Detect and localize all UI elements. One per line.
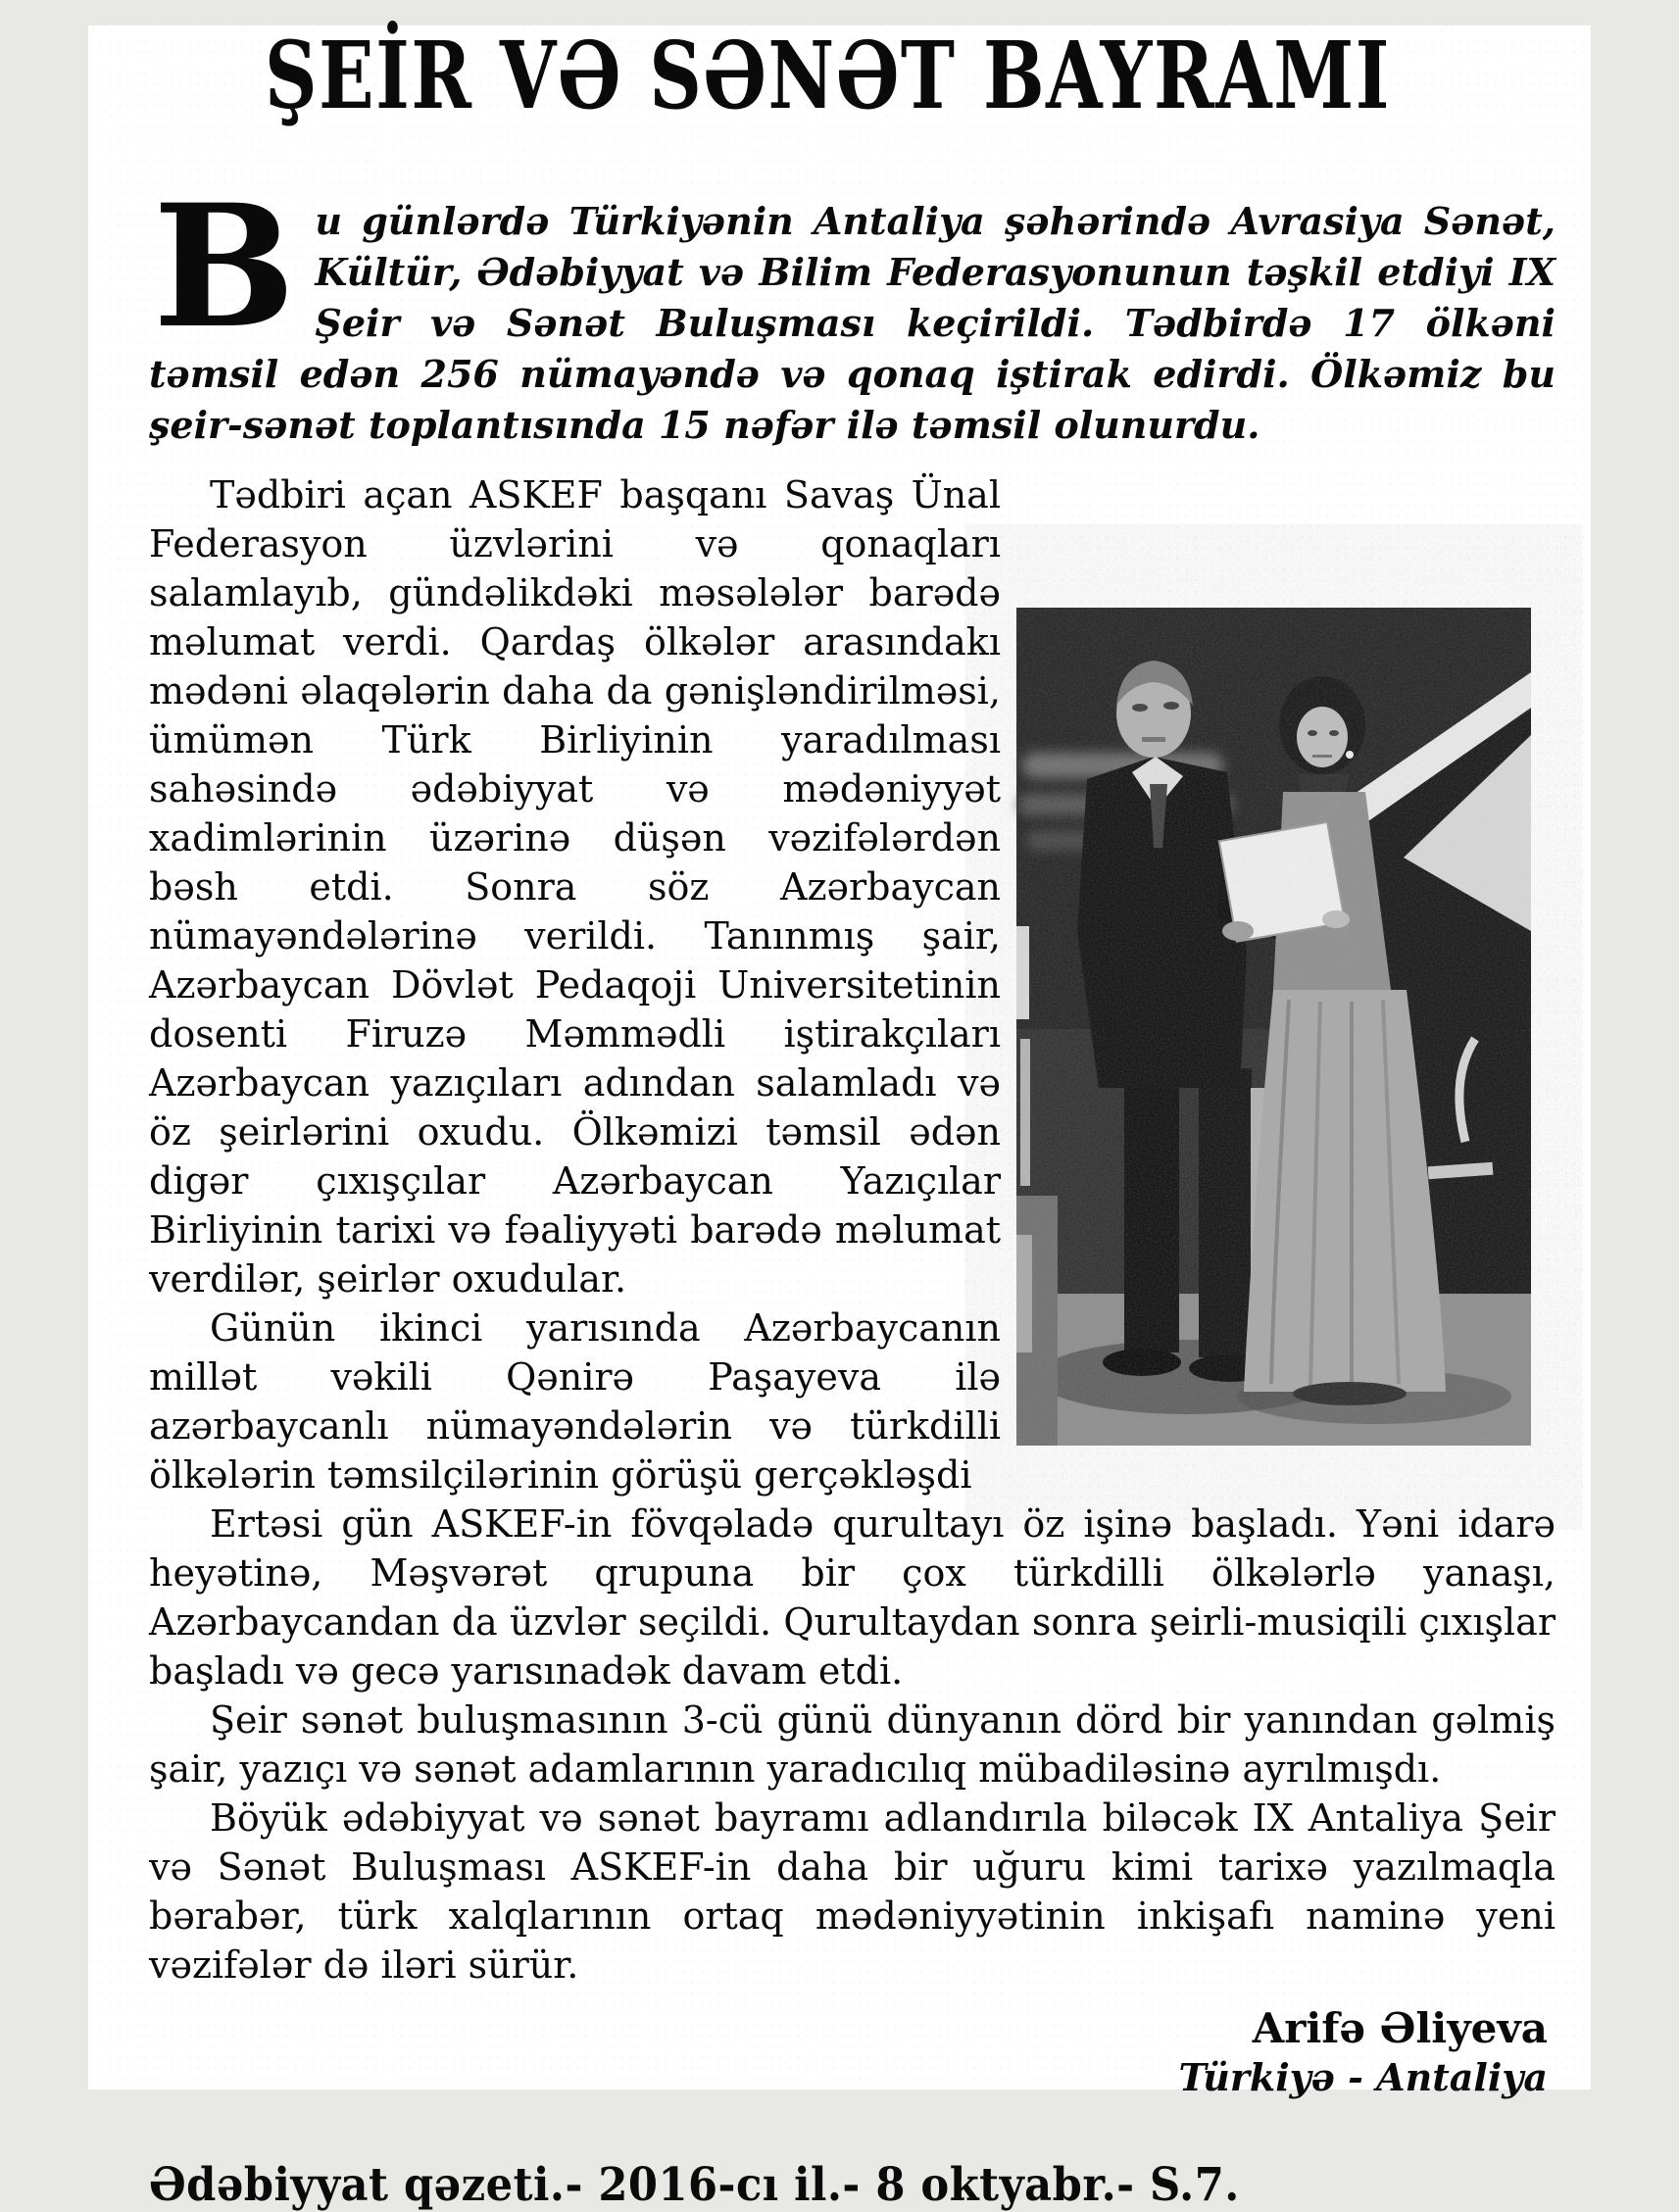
signature-location: Türkiyə - Antaliya bbox=[1178, 2055, 1548, 2099]
signature-author: Arifə Əliyeva bbox=[1252, 2004, 1548, 2052]
article-body bbox=[149, 470, 1556, 1990]
article-title-row bbox=[265, 22, 1556, 135]
article-photo bbox=[1016, 608, 1531, 1446]
lead-paragraph bbox=[149, 167, 1556, 451]
article-paragraph: Şeir sənət buluşmasının 3-cü günü dünyanın dörd bir yanından gəlmiş şair, yazıçı və sənət adamlarının yaradıcılıq mübadiləsinə ayrılmışdı. bbox=[149, 1698, 1556, 1791]
article-paragraph: Günün ikinci yarısında Azərbaycanın millət vəkili Qənirə Paşayeva ilə azərbaycanlı nümayəndələrin və türkdilli ölkələrin təmsilçilərinin görüşü gerçəkləşdi bbox=[149, 1306, 1001, 1497]
article-paragraph: Tədbiri açan ASKEF başqanı Savaş Ünal Federasyon üzvlərini və qonaqları salamlayıb, gündəlikdəki məsələlər barədə məlumat verdi. Qardaş ölkələr arasındakı mədəni əlaqələrin daha da gənişləndirilməsi, ümümən Türk Birliyinin yaradılması sahəsində ədəbiyyat və mədəniyyət xadimlərinin üzərinə düşən vəzifələrdən bəsh etdi. Sonra söz Azərbaycan nümayəndələrinə verildi. Tanınmış şair, Azərbaycan Dövlət Pedaqoji Universitetinin dosenti Firuzə Məmmədli iştirakçıları Azərbaycan yazıçıları adından salamladı və öz şeirlərini oxudu. Ölkəmizi təmsil ədən digər çıxışçılar Azərbaycan Yazıçılar Birliyinin tarixi və fəaliyyəti barədə məlumat verdilər, şeirlər oxudular. bbox=[149, 473, 1001, 1301]
article-paragraph: Böyük ədəbiyyat və sənət bayramı adlandırıla biləcək IX Antaliya Şeir və Sənət Buluşması ASKEF-in daha bir uğuru kimi tarixə yazılmaqla bərabər, türk xalqlarının ortaq mədəniyyətinin inkişafı naminə yeni vəzifələr də iləri sürür. bbox=[149, 1796, 1556, 1987]
signature-block bbox=[149, 2003, 1556, 2101]
article-title: ŞEİR VƏ SƏNƏT BAYRAMI bbox=[265, 22, 1392, 130]
photo-grain-overlay bbox=[1016, 608, 1531, 1446]
citation-row bbox=[149, 2158, 1556, 2212]
citation-line: Ədəbiyyat qəzeti.- 2016-cı il.- 8 oktyabr.- S.7. bbox=[149, 2158, 1240, 2212]
photo-illustration bbox=[1016, 608, 1531, 1446]
article-paragraph: Ertəsi gün ASKEF-in fövqəladə qurultayı öz işinə başladı. Yəni idarə heyətinə, Məşvərət qrupuna bir çox türkdilli ölkələrlə yanaşı, Azərbaycandan da üzvlər seçildi. Qurultaydan sonra şeirli-musiqili çıxışlar başladı və gecə yarısınadək davam etdi. bbox=[149, 1502, 1556, 1693]
lead-text: u günlərdə Türkiyənin Antaliya şəhərində Avrasiya Sənət, Kültür, Ədəbiyyat və Bilim Federasyonunun təşkil etdiyi IX Şeir və Sənət Buluşması keçirildi. Tədbirdə 17 ölkəni təmsil edən 256 nümayəndə və qonaq iştirak edirdi. Ölkəmiz bu şeir-sənət toplantısında 15 nəfər ilə təmsil olunurdu. bbox=[149, 199, 1556, 447]
drop-cap: B bbox=[153, 167, 296, 366]
newspaper-page bbox=[88, 22, 1591, 2212]
